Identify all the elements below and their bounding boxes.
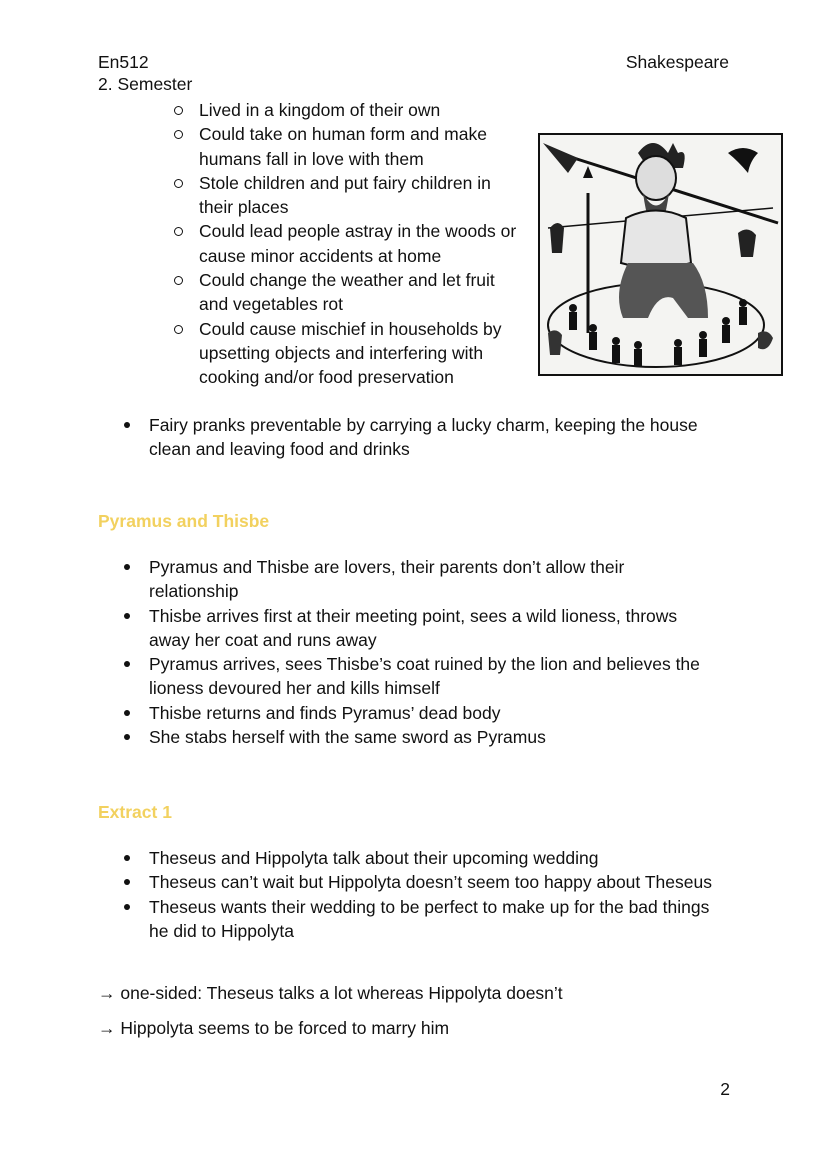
- list-item: Theseus can’t wait but Hippolyta doesn’t seem too happy about Theseus: [124, 870, 724, 894]
- section-heading-extract1: Extract 1: [98, 802, 172, 822]
- list-item: Could take on human form and make humans fall in love with them: [174, 122, 526, 171]
- woodcut-horned-figure-image: [538, 133, 783, 376]
- list-item: She stabs herself with the same sword as Pyramus: [124, 725, 704, 749]
- section-heading-pyramus: Pyramus and Thisbe: [98, 511, 270, 531]
- list-item: Lived in a kingdom of their own: [174, 98, 526, 122]
- list-item: Fairy pranks preventable by carrying a lucky charm, keeping the house clean and leaving food and drinks: [124, 413, 724, 462]
- list-item: Could cause mischief in households by upsetting objects and interfering with cooking and/or food preservation: [174, 317, 526, 390]
- list-item: Thisbe arrives first at their meeting point, sees a wild lioness, throws away her coat and runs away: [124, 604, 704, 653]
- list-item: Thisbe returns and finds Pyramus’ dead body: [124, 701, 704, 725]
- fairy-traits-list: [174, 98, 526, 390]
- subject-label: Shakespeare: [625, 52, 729, 72]
- pyramus-list: [124, 555, 704, 749]
- course-code: En512: [98, 52, 149, 72]
- list-item: Stole children and put fairy children in their places: [174, 171, 526, 220]
- note-forced-marriage: → Hippolyta seems to be forced to marry him: [98, 1018, 450, 1038]
- list-item: Could change the weather and let fruit and vegetables rot: [174, 268, 526, 317]
- page-number: 2: [720, 1079, 730, 1099]
- list-item: Theseus wants their wedding to be perfect to make up for the bad things he did to Hippolyta: [124, 895, 724, 944]
- note-one-sided: → one-sided: Theseus talks a lot whereas Hippolyta doesn’t: [98, 983, 563, 1003]
- list-item: Pyramus and Thisbe are lovers, their parents don’t allow their relationship: [124, 555, 704, 604]
- fairy-pranks-list: [124, 413, 724, 462]
- list-item: Theseus and Hippolyta talk about their upcoming wedding: [124, 846, 724, 870]
- semester-label: 2. Semester: [98, 74, 193, 94]
- extract1-list: [124, 846, 724, 943]
- list-item: Could lead people astray in the woods or cause minor accidents at home: [174, 219, 526, 268]
- list-item: Pyramus arrives, sees Thisbe’s coat ruined by the lion and believes the lioness devoured her and kills himself: [124, 652, 704, 701]
